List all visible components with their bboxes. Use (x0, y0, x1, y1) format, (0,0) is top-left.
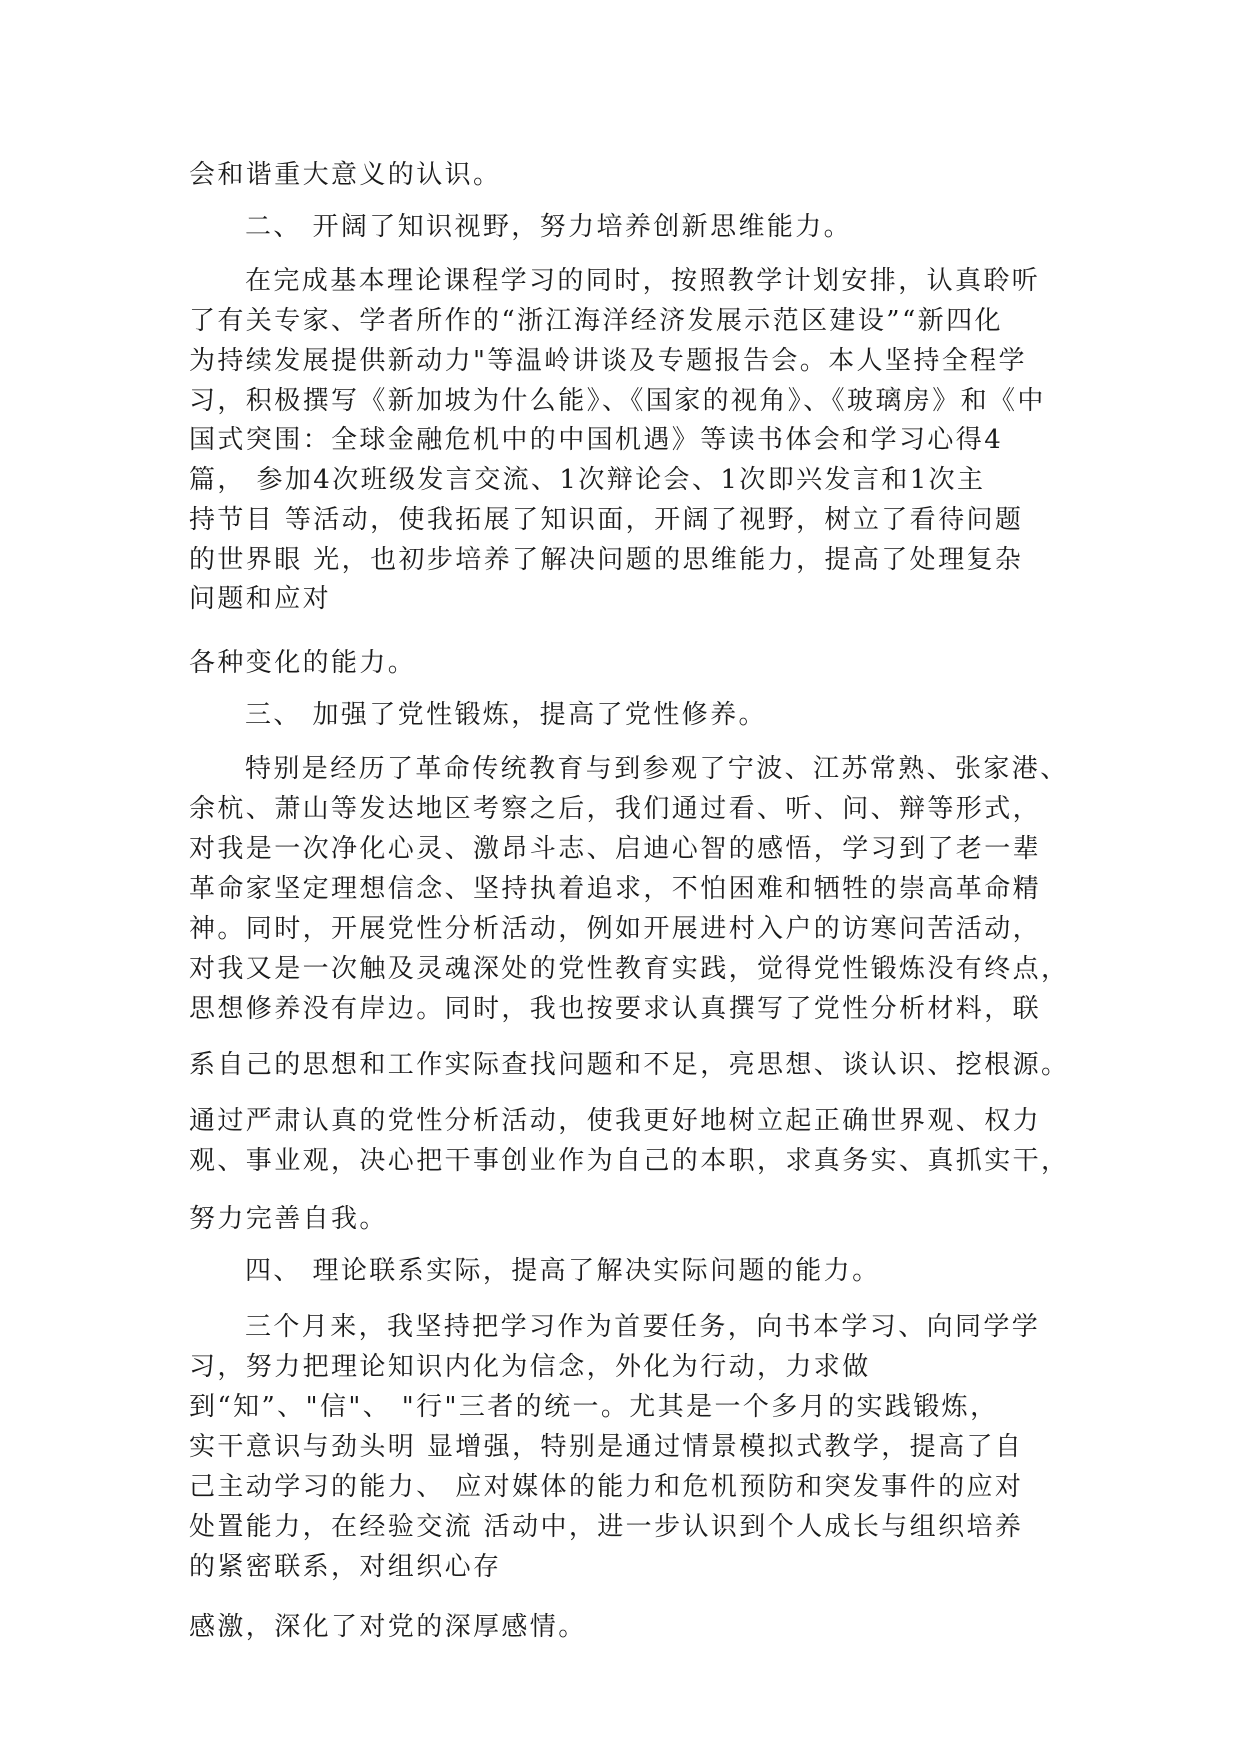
text-line: 持节目 等活动，使我拓展了知识面，开阔了视野，树立了看待问题 (189, 505, 1024, 535)
text-line: 的紧密联系，对组织心存 (189, 1552, 502, 1582)
text-line: 神。同时，开展党性分析活动，例如开展进村入户的访寒问苦活动， (189, 914, 1042, 944)
section-heading-4: 四、 理论联系实际，提高了解决实际问题的能力。 (245, 1256, 881, 1286)
text-line: 三个月来，我坚持把学习作为首要任务，向书本学习、向同学学 (245, 1312, 1041, 1342)
section-heading-3: 三、 加强了党性锻炼，提高了党性修养。 (245, 700, 767, 730)
text-line: 在完成基本理论课程学习的同时，按照教学计划安排，认真聆听 (245, 266, 1041, 296)
text-line: 己主动学习的能力、 应对媒体的能力和危机预防和突发事件的应对 (189, 1472, 1024, 1502)
text-line: 处置能力，在经验交流 活动中，进一步认识到个人成长与组织培养 (189, 1512, 1024, 1542)
text-line: 篇， 参加4次班级发言交流、1次辩论会、1次即兴发言和1次主 (189, 465, 986, 495)
text-line: 各种变化的能力。 (189, 648, 417, 678)
text-line: 系自己的思想和工作实际查找问题和不足，亮思想、谈认识、挖根源。 (189, 1050, 1070, 1080)
text-line: 会和谐重大意义的认识。 (189, 160, 502, 190)
text-line: 为持续发展提供新动力"等温岭讲谈及专题报告会。本人坚持全程学 (189, 346, 1027, 376)
text-line: 观、事业观，决心把干事创业作为自己的本职，求真务实、真抓实干， (189, 1146, 1070, 1176)
text-line: 的世界眼 光，也初步培养了解决问题的思维能力，提高了处理复杂 (189, 545, 1024, 575)
text-line: 国式突围：全球金融危机中的中国机遇》等读书体会和学习心得4 (189, 425, 1004, 455)
text-line: 到“知”、"信"、 "行"三者的统一。尤其是一个多月的实践锻炼， (189, 1392, 999, 1422)
text-line: 问题和应对 (189, 584, 332, 614)
text-line: 对我是一次净化心灵、激昂斗志、启迪心智的感悟，学习到了老一辈 (189, 834, 1042, 864)
text-line: 通过严肃认真的党性分析活动，使我更好地树立起正确世界观、权力 (189, 1106, 1042, 1136)
text-line: 努力完善自我。 (189, 1204, 388, 1234)
section-heading-2: 二、 开阔了知识视野，努力培养创新思维能力。 (245, 212, 853, 242)
text-line: 对我又是一次触及灵魂深处的党性教育实践，觉得党性锻炼没有终点， (189, 954, 1070, 984)
text-line: 感激，深化了对党的深厚感情。 (189, 1612, 587, 1642)
text-line: 余杭、萧山等发达地区考察之后，我们通过看、听、问、辩等形式， (189, 794, 1042, 824)
text-line: 革命家坚定理想信念、坚持执着追求，不怕困难和牺牲的崇高革命精 (189, 874, 1042, 904)
text-line: 习，努力把理论知识内化为信念，外化为行动，力求做 (189, 1352, 871, 1382)
text-line: 特别是经历了革命传统教育与到参观了宁波、江苏常熟、张家港、 (245, 754, 1069, 784)
text-line: 习，积极撰写《新加坡为什么能》、《国家的视角》、《玻璃房》和《中 (189, 386, 1046, 416)
text-line: 实干意识与劲头明 显增强，特别是通过情景模拟式教学，提高了自 (189, 1432, 1024, 1462)
text-line: 了有关专家、学者所作的“浙江海洋经济发展示范区建设”“新四化 (189, 306, 1003, 336)
text-line: 思想修养没有岸边。同时，我也按要求认真撰写了党性分析材料，联 (189, 994, 1042, 1024)
